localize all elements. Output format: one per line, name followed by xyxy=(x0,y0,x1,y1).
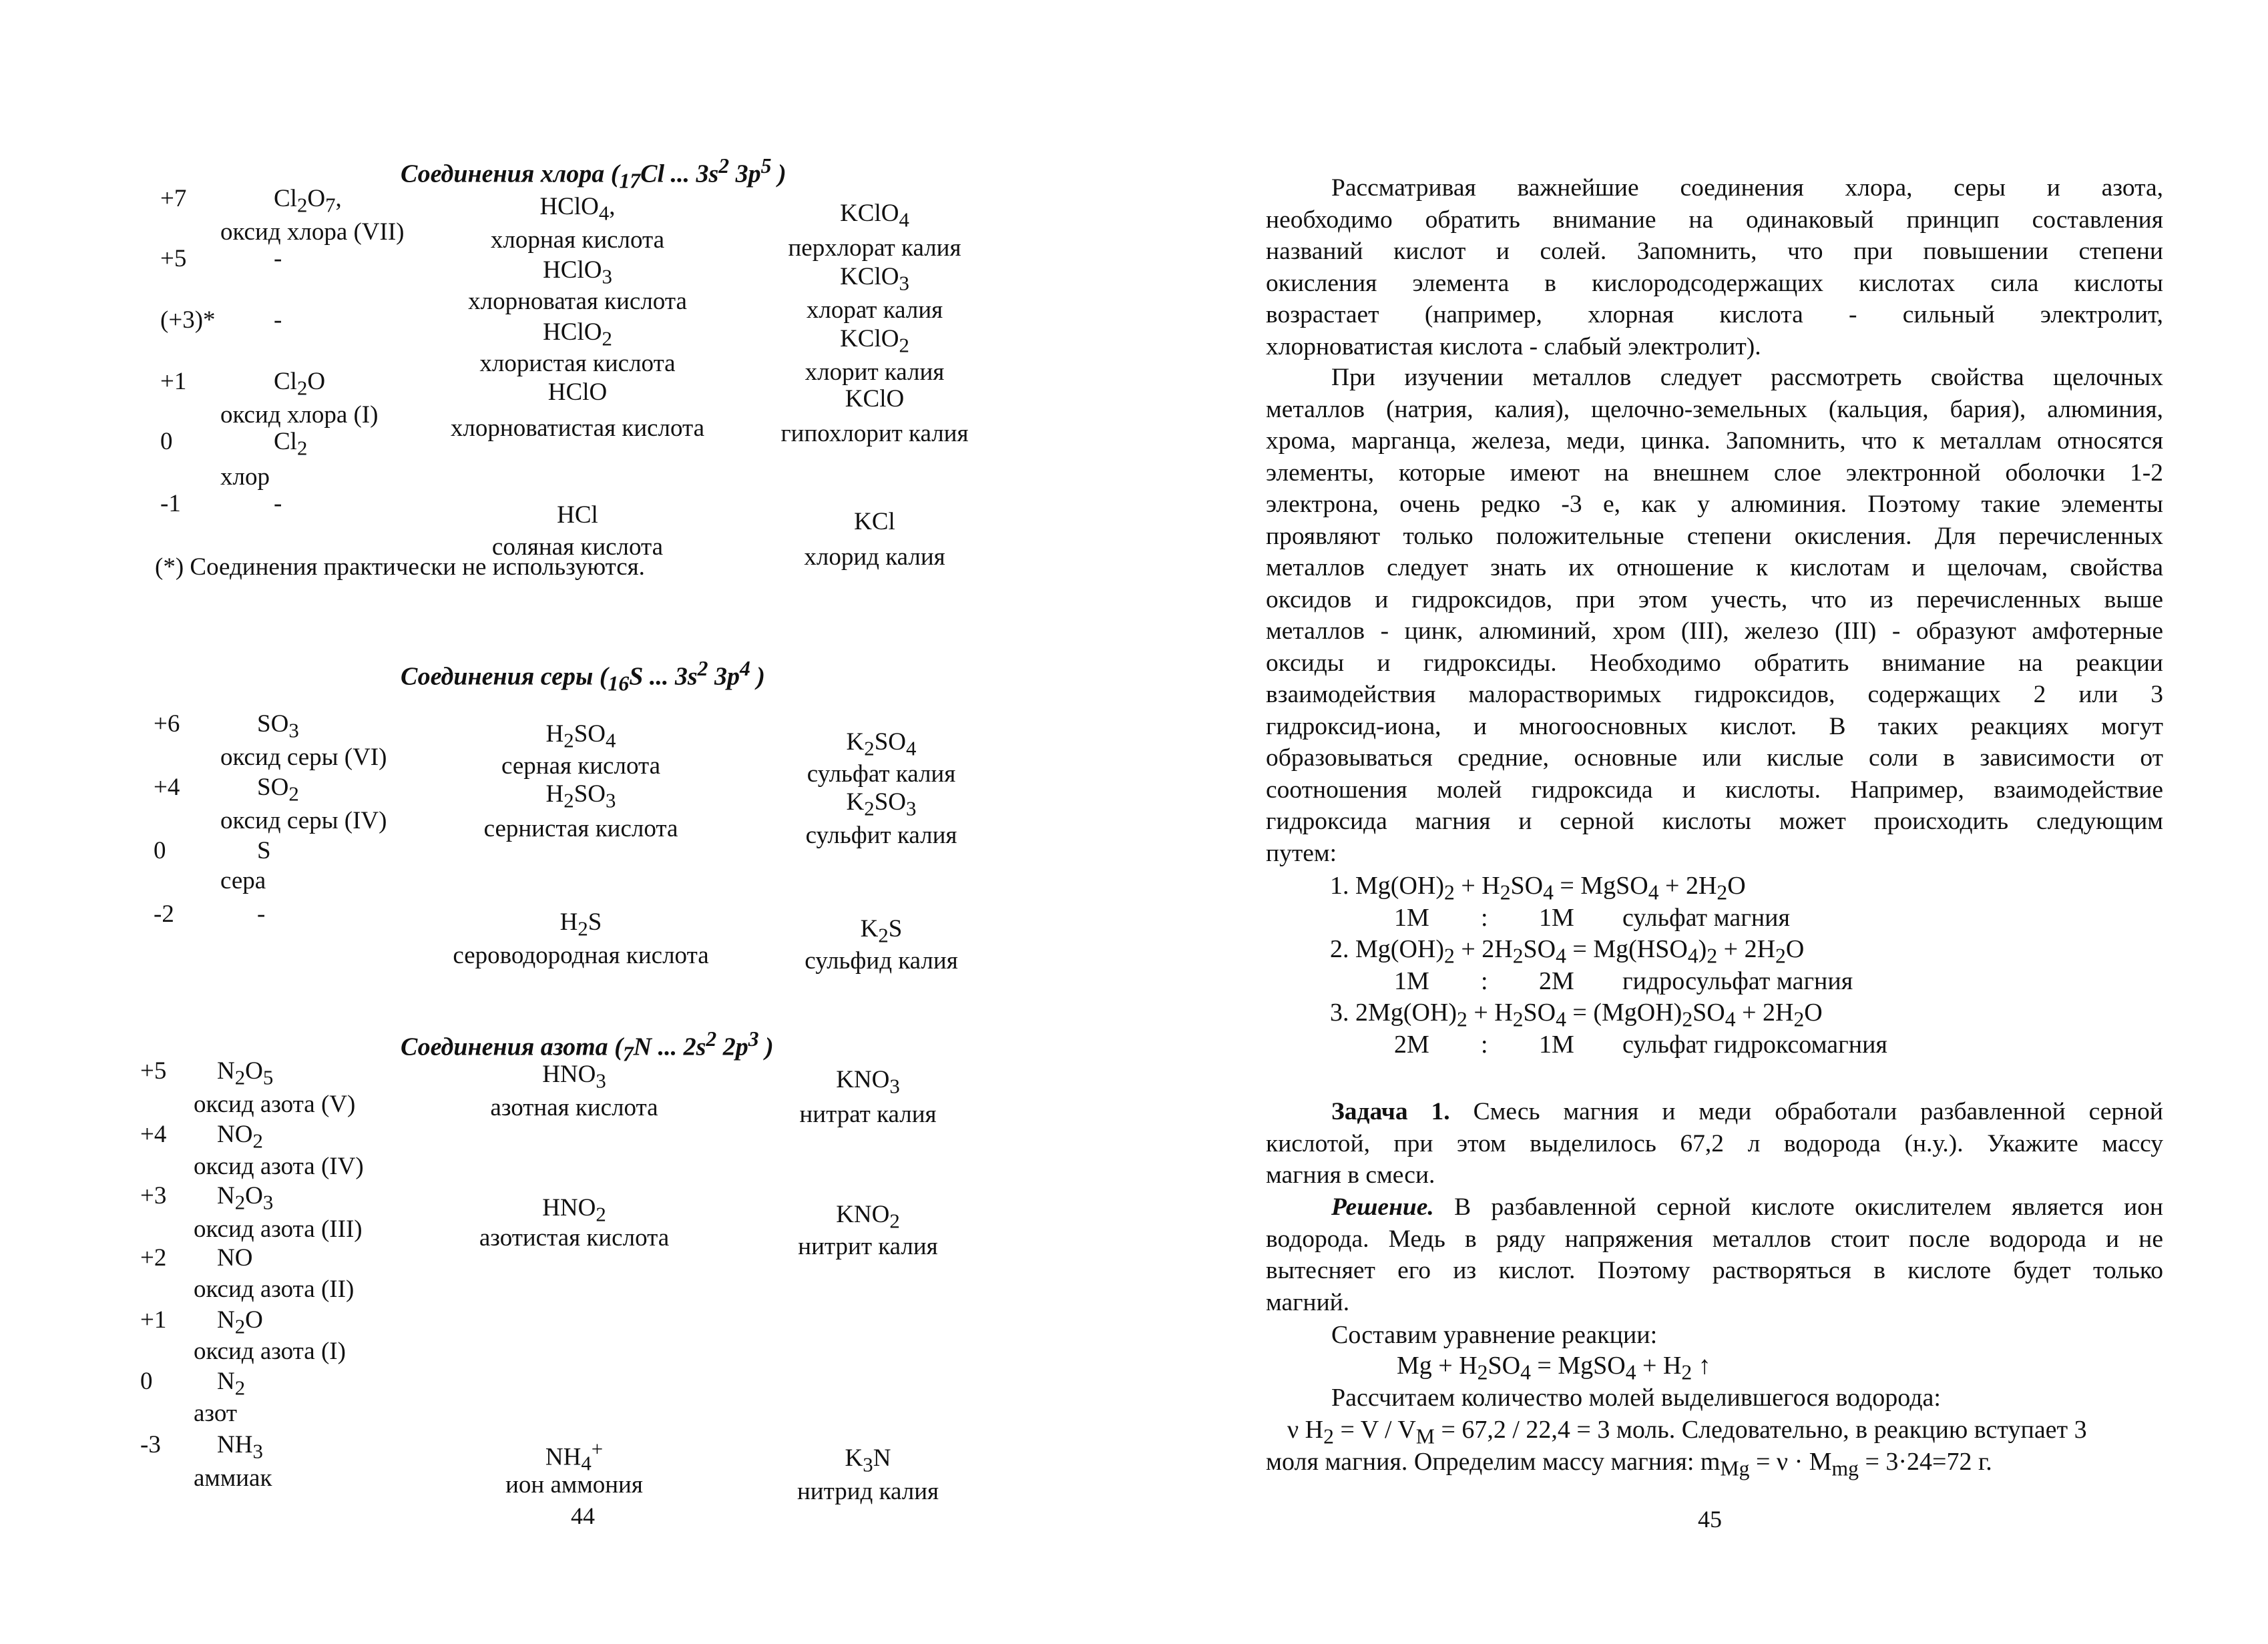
paragraph-compounds-line: хлорноватистая кислота - слабый электролит). xyxy=(1266,332,1761,360)
chlorine-salt-name: перхлорат калия xyxy=(788,234,961,262)
nitrogen-salt-name: нитрат калия xyxy=(799,1101,937,1128)
chlorine-oxidation-state: (+3)* xyxy=(160,306,216,334)
paragraph-compounds xyxy=(1266,172,2163,362)
paragraph-metals-line: оксидов и гидроксидов, при этом учесть, что из перечисленных выше xyxy=(1266,585,2163,613)
paragraph-metals-line: металлов (натрия, калия), щелочно-земельных (кальция, бария), алюминия, xyxy=(1266,395,2163,423)
chlorine-salt-formula: KClO$_2$ xyxy=(840,325,909,357)
reaction-moles-hydroxide: 2M xyxy=(1394,1031,1429,1059)
sulfur-heading: Соединения серы ($_{16}S$ ... $3s^2$ $3p^4$ ) xyxy=(401,657,765,696)
chlorine-salt-formula: KClO$_3$ xyxy=(840,263,909,295)
chlorine-oxide-formula: - xyxy=(274,245,282,272)
chlorine-oxidation-state: +7 xyxy=(160,185,187,212)
chlorine-oxide-name: оксид хлора (VII) xyxy=(220,218,405,246)
nitrogen-oxidation-state: +2 xyxy=(140,1244,167,1272)
chlorine-oxide-name: хлор xyxy=(220,463,270,491)
reaction-moles-acid: 1M xyxy=(1539,904,1574,932)
nitrogen-oxide-name: оксид азота (II) xyxy=(194,1276,355,1303)
nitrogen-salt-formula: $KNO_3$ xyxy=(836,1066,900,1098)
nitrogen-oxide-name: аммиак xyxy=(194,1464,272,1492)
nitrogen-acid-name: азотистая кислота xyxy=(479,1224,670,1252)
paragraph-metals-line: При изучении металлов следует рассмотреть свойства щелочных xyxy=(1331,364,2163,391)
nitrogen-oxide-name: оксид азота (IV) xyxy=(194,1153,364,1180)
paragraph-compounds-line: Рассматривая важнейшие соединения хлора, серы и азота, xyxy=(1331,174,2163,202)
paragraph-compounds-line: необходимо обратить внимание на одинаковый принцип составления xyxy=(1266,206,2163,234)
sulfur-salt-name: сульфат калия xyxy=(807,760,956,788)
task-line: Задача 1. Смесь магния и меди обработали разбавленной серной xyxy=(1331,1098,2163,1125)
page-number-left: 44 xyxy=(571,1502,595,1529)
chlorine-salt-name: хлорат калия xyxy=(806,296,943,324)
paragraph-compounds-line: возрастает (например, хлорная кислота - сильный электролит, xyxy=(1266,301,2163,328)
sulfur-oxide-formula: S xyxy=(257,837,271,864)
chlorine-acid-formula: HClO$_2$ xyxy=(543,318,612,350)
calc-intro-text: Рассчитаем количество молей выделившегося водорода: xyxy=(1331,1384,1941,1412)
chlorine-oxide-formula: - xyxy=(274,306,282,334)
chlorine-heading: Соединения хлора ($_{17}Cl$ ... $3s^2$ $3p^5$ ) xyxy=(401,154,786,193)
sulfur-salt-formula: $K_2SO_4$ xyxy=(846,728,917,760)
nitrogen-oxide-name: оксид азота (III) xyxy=(194,1215,363,1243)
chlorine-oxidation-state: 0 xyxy=(160,428,173,455)
paragraph-metals-line: путем: xyxy=(1266,839,1337,867)
paragraph-metals-line: элементы, которые имеют на внешнем слое электронной оболочки 1-2 xyxy=(1266,459,2163,487)
solution-line: магний. xyxy=(1266,1288,1350,1316)
sulfur-acid-formula: $H_2SO_4$ xyxy=(545,720,616,752)
nitrogen-acid-name: ион аммония xyxy=(505,1471,643,1498)
reaction-ratio-separator: : xyxy=(1481,904,1488,932)
nitrogen-oxidation-state: 0 xyxy=(140,1368,153,1395)
nitrogen-oxide-formula: $N_2O_3$ xyxy=(217,1182,274,1214)
nitrogen-acid-formula: $NH_4^+$ xyxy=(545,1438,604,1475)
nitrogen-oxide-name: азот xyxy=(194,1400,238,1427)
nitrogen-oxide-formula: NO xyxy=(217,1244,253,1272)
nitrogen-oxidation-state: +5 xyxy=(140,1057,167,1085)
reaction-equation: 1. $Mg(OH)_2 + H_2SO_4$ = MgSO$_4$ + $2H_2O$ xyxy=(1330,872,1746,904)
paragraph-metals-line: оксиды и гидроксиды. Необходимо обратить внимание на реакции xyxy=(1266,649,2163,677)
sulfur-oxidation-state: +6 xyxy=(154,710,180,738)
chlorine-oxide-formula: $Cl_2O_7$, xyxy=(274,185,342,217)
reaction-product-name: гидросульфат магния xyxy=(1622,967,1853,995)
chlorine-oxidation-state: +5 xyxy=(160,245,187,272)
sulfur-salt-formula: $K_2SO_3$ xyxy=(846,788,917,820)
chlorine-oxide-name: оксид хлора (I) xyxy=(220,401,379,429)
sulfur-oxidation-state: 0 xyxy=(154,837,166,864)
main-reaction-equation: $Mg + H_2SO_4$ = MgSO$_4$ + $H_2$ ↑ xyxy=(1397,1352,1711,1384)
sulfur-salt-name: сульфид калия xyxy=(805,947,958,975)
chlorine-acid-formula: HCl xyxy=(557,501,598,529)
nitrogen-acid-formula: $HNO_2$ xyxy=(542,1194,606,1226)
reaction-moles-acid: 1M xyxy=(1539,1031,1574,1059)
reaction-product-name: сульфат гидроксомагния xyxy=(1622,1031,1887,1059)
nitrogen-oxidation-state: -3 xyxy=(140,1431,161,1458)
sulfur-oxide-name: оксид серы (VI) xyxy=(220,744,387,771)
chlorine-footnote: (*) Соединения практически не используются. xyxy=(155,553,645,581)
nitrogen-salt-name: нитрид калия xyxy=(797,1478,939,1505)
reaction-product-name: сульфат магния xyxy=(1622,904,1790,932)
chlorine-oxide-formula: $Cl_2$ xyxy=(274,428,308,460)
paragraph-metals-line: хрома, марганца, железа, меди, цинка. Запомнить, что к металлам относятся xyxy=(1266,427,2163,455)
nitrogen-oxide-name: оксид азота (V) xyxy=(194,1091,356,1118)
solution-line: вытесняет его из кислот. Поэтому растворяться в кислоте будет только xyxy=(1266,1257,2163,1284)
nitrogen-oxidation-state: +4 xyxy=(140,1121,167,1148)
paragraph-metals-line: гидроксида магния и серной кислоты может происходить следующим xyxy=(1266,808,2163,835)
calc-magnesium-mass: моля магния. Определим массу магния: $m_{Mg} = \nu \cdot M_{mg} = 3\cdot 24=72$ г. xyxy=(1266,1448,1992,1480)
chlorine-acid-name: хлорная кислота xyxy=(490,226,665,254)
sulfur-oxide-name: сера xyxy=(220,867,266,894)
chlorine-acid-name: соляная кислота xyxy=(491,533,664,561)
reaction-ratio-separator: : xyxy=(1481,967,1488,995)
sulfur-acid-name: серная кислота xyxy=(501,752,661,780)
paragraph-metals-line: металлов следует знать их отношение к кислотам и щелочам, свойства xyxy=(1266,554,2163,581)
sulfur-acid-name: сероводородная кислота xyxy=(453,942,709,969)
sulfur-oxidation-state: +4 xyxy=(154,774,180,801)
chlorine-acid-formula: HClO xyxy=(547,378,608,406)
chlorine-salt-name: гипохлорит калия xyxy=(780,420,969,447)
nitrogen-oxide-formula: $N_2$ xyxy=(217,1368,246,1400)
nitrogen-salt-name: нитрит калия xyxy=(798,1233,938,1260)
nitrogen-oxidation-state: +1 xyxy=(140,1306,167,1334)
nitrogen-oxide-formula: $NH_3$ xyxy=(217,1431,263,1463)
reaction-moles-hydroxide: 1M xyxy=(1394,904,1429,932)
solution-line: водорода. Медь в ряду напряжения металлов стоит после водорода и не xyxy=(1266,1225,2163,1253)
chlorine-oxidation-state: -1 xyxy=(160,490,181,517)
nitrogen-oxide-formula: $NO_2$ xyxy=(217,1121,263,1153)
compose-equation-text: Составим уравнение реакции: xyxy=(1331,1321,1658,1349)
chlorine-oxidation-state: +1 xyxy=(160,368,187,395)
nitrogen-salt-formula: $KNO_2$ xyxy=(836,1201,900,1233)
nitrogen-oxide-name: оксид азота (I) xyxy=(194,1338,346,1365)
sulfur-acid-formula: $H_2S$ xyxy=(559,908,602,940)
chlorine-acid-formula: HClO$_4$, xyxy=(539,193,616,225)
paragraph-compounds-line: названий кислот и солей. Запомнить, что при повышении степени xyxy=(1266,238,2163,265)
chlorine-salt-name: хлорит калия xyxy=(805,358,945,386)
chlorine-acid-formula: HClO$_3$ xyxy=(543,256,612,288)
sulfur-oxide-formula: $SO_2$ xyxy=(257,774,299,806)
chlorine-acid-name: хлорноватистая кислота xyxy=(450,415,705,442)
paragraph-compounds-line: окисления элемента в кислородсодержащих кислотах сила кислоты xyxy=(1266,269,2163,297)
chlorine-acid-name: хлористая кислота xyxy=(479,350,676,377)
nitrogen-acid-formula: $HNO_3$ xyxy=(542,1061,606,1093)
sulfur-salt-formula: $K_2S$ xyxy=(860,915,903,947)
solution-line: Решение. В разбавленной серной кислоте окислителем является ион xyxy=(1331,1193,2163,1221)
task-label: Задача 1. xyxy=(1331,1098,1450,1125)
sulfur-salt-name: сульфит калия xyxy=(805,822,957,849)
nitrogen-oxide-formula: $N_2O$ xyxy=(217,1306,263,1338)
sulfur-oxide-name: оксид серы (IV) xyxy=(220,807,387,834)
nitrogen-oxide-formula: $N_2O_5$ xyxy=(217,1057,274,1089)
paragraph-metals-line: образовываться средние, основные или кислые соли в зависимости от xyxy=(1266,744,2163,772)
nitrogen-salt-formula: $K_3N$ xyxy=(845,1444,891,1476)
chlorine-salt-name: хлорид калия xyxy=(804,543,945,571)
paragraph-metals-line: соотношения молей гидроксида и кислоты. Например, взаимодействие xyxy=(1266,776,2163,804)
chlorine-salt-formula: KClO$_4$ xyxy=(840,200,909,232)
sulfur-oxide-formula: - xyxy=(257,900,266,928)
paragraph-metals xyxy=(1266,362,2163,869)
paragraph-metals-line: проявляют только положительные степени окисления. Для перечисленных xyxy=(1266,522,2163,550)
solution xyxy=(1266,1191,2163,1318)
sulfur-acid-name: сернистая кислота xyxy=(483,815,678,842)
reaction-equation: 2. $Mg(OH)_2 + 2H_2SO_4 = Mg(HSO_4)_2 + 2H_2O$ xyxy=(1330,935,1805,968)
task-1 xyxy=(1266,1096,2163,1191)
chlorine-oxide-formula: $Cl_2O$ xyxy=(274,368,326,400)
paragraph-metals-line: металлов - цинк, алюминий, хром (III), железо (III) - образуют амфотерные xyxy=(1266,617,2163,645)
solution-label: Решение. xyxy=(1331,1193,1434,1221)
calc-hydrogen-moles: ν $H_2 = V / V_M = 67,2 / 22,4 = 3$ моль. Следовательно, в реакцию вступает 3 xyxy=(1287,1416,2087,1448)
reaction-equation: 3. $2Mg(OH)_2 + H_2SO_4$ = $(MgOH)_2SO_4 + 2H_2O$ xyxy=(1330,999,1823,1031)
nitrogen-oxidation-state: +3 xyxy=(140,1182,167,1209)
paragraph-metals-line: взаимодействия малорастворимых гидроксидов, содержащих 2 или 3 xyxy=(1266,681,2163,708)
reaction-ratio-separator: : xyxy=(1481,1031,1488,1059)
sulfur-acid-formula: $H_2SO_3$ xyxy=(545,780,616,812)
task-line: магния в смеси. xyxy=(1266,1161,1435,1189)
paragraph-metals-line: гидроксид-иона, и многоосновных кислот. В таких реакциях могут xyxy=(1266,712,2163,740)
reaction-moles-acid: 2M xyxy=(1539,967,1574,995)
nitrogen-heading: Соединения азота ($_7N$ ... $2s^2$ $2p^3$ ) xyxy=(401,1027,774,1066)
sulfur-oxide-formula: $SO_3$ xyxy=(257,710,299,742)
nitrogen-acid-name: азотная кислота xyxy=(490,1094,658,1121)
chlorine-salt-formula: KCl xyxy=(854,508,895,535)
chlorine-oxide-formula: - xyxy=(274,490,282,517)
chlorine-acid-name: хлорноватая кислота xyxy=(468,288,687,315)
reaction-moles-hydroxide: 1M xyxy=(1394,967,1429,995)
page-number-right: 45 xyxy=(1698,1506,1722,1533)
chlorine-salt-formula: KClO xyxy=(845,385,905,413)
paragraph-metals-line: электрона, очень редко -3 е, как у алюминия. Поэтому такие элементы xyxy=(1266,491,2163,518)
sulfur-oxidation-state: -2 xyxy=(154,900,174,928)
task-line: кислотой, при этом выделилось 67,2 л водорода (н.у.). Укажите массу xyxy=(1266,1129,2163,1157)
